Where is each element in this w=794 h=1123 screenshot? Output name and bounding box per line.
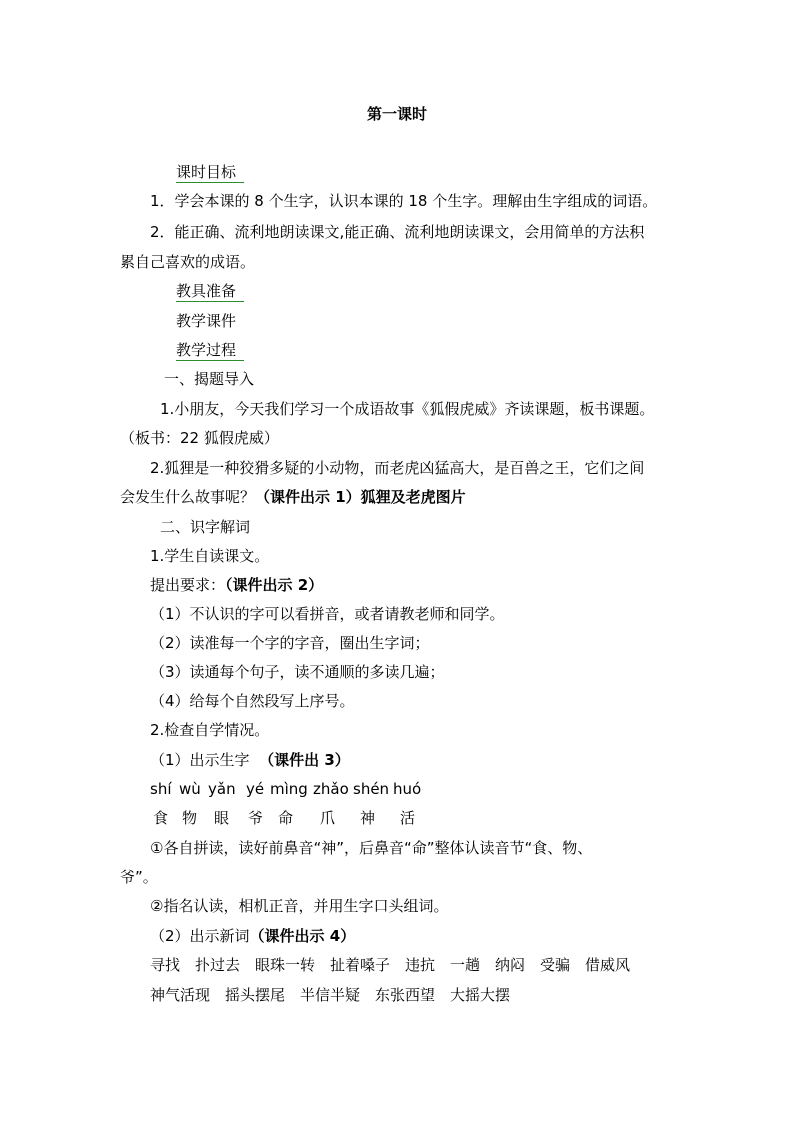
step-2-1: 1.学生自读课文。 [150, 547, 270, 565]
show-chars-label: （1）出示生字 [150, 751, 250, 769]
show-words-line [150, 926, 355, 946]
pinyin-item: yǎn [208, 780, 236, 798]
step-1-2-line-1: 2.狐狸是一种狡猾多疑的小动物，而老虎凶猛高大，是百兽之王，它们之间 [150, 459, 645, 477]
show-words-label: （2）出示新词 [150, 927, 250, 945]
requirements-line [150, 575, 323, 595]
step-1-1-line-1: 1.小朋友，今天我们学习一个成语故事《狐假虎威》齐读课题，板书课题。 [160, 400, 655, 418]
section-1-heading: 一、揭题导入 [164, 370, 255, 388]
requirement-4: （4）给每个自然段写上序号。 [150, 692, 355, 710]
materials-heading-text: 教具准备 [176, 281, 244, 302]
page-title: 第一课时 [366, 105, 427, 123]
show-words-courseware-note: （课件出示 4） [249, 927, 356, 945]
character-item: 眼 [214, 809, 230, 827]
character-item: 活 [400, 809, 416, 827]
character-item: 爷 [248, 809, 264, 827]
process-heading [176, 340, 244, 361]
pinyin-item: huó [393, 780, 422, 798]
character-item: 神 [360, 809, 376, 827]
words-row-2: 神气活现 摇头摆尾 半信半疑 东张西望 大摇大摆 [150, 986, 511, 1004]
step-1-1-line-2: （板书：22 狐假虎威） [120, 429, 279, 447]
requirement-2: （2）读准每一个字的字音，圈出生字词； [150, 634, 430, 652]
character-item: 爪 [320, 809, 336, 827]
objective-2-line-2: 累自己喜欢的成语。 [120, 253, 256, 271]
step-1-2-courseware-note: （课件出示 1）狐狸及老虎图片 [255, 488, 466, 506]
process-heading-text: 教学过程 [176, 340, 244, 361]
character-item: 食 [153, 809, 169, 827]
character-item: 物 [182, 809, 198, 827]
requirement-1: （1）不认识的字可以看拼音，或者请教老师和同学。 [150, 605, 505, 623]
show-chars-line [150, 750, 350, 770]
materials-heading [176, 281, 244, 302]
pinyin-item: zhǎo [313, 780, 349, 798]
objectives-heading-text: 课时目标 [176, 162, 244, 183]
objective-1: 1．学会本课的 8 个生字，认识本课的 18 个生字。理解由生字组成的词语。 [150, 192, 658, 210]
pinyin-item: shí [150, 780, 172, 798]
requirement-3: （3）读通每个句子，读不通顺的多读几遍； [150, 663, 445, 681]
requirements-courseware-note: （课件出示 2） [225, 576, 324, 594]
note-1-line-2: 爷”。 [120, 868, 158, 886]
step-1-2-question: 会发生什么故事呢？ [120, 488, 256, 506]
show-chars-courseware-note: （课件出 3） [259, 751, 350, 769]
section-2-heading: 二、识字解词 [160, 518, 251, 536]
step-1-2-line-2 [120, 487, 466, 507]
requirements-label: 提出要求： [150, 576, 226, 594]
pinyin-item: wù [179, 780, 201, 798]
note-2: ②指名认读，相机正音，并用生字口头组词。 [150, 897, 449, 915]
words-row-1: 寻找 扑过去 眼珠一转 扯着嗓子 违抗 一趟 纳闷 受骗 借威风 [150, 956, 631, 974]
pinyin-item: mìng [270, 780, 308, 798]
character-item: 命 [278, 809, 294, 827]
materials-item: 教学课件 [176, 312, 237, 330]
pinyin-item: yé [246, 780, 265, 798]
note-1-line-1: ①各自拼读，读好前鼻音“神”，后鼻音“命”整体认读音节“食、物、 [150, 839, 593, 857]
step-2-2: 2.检查自学情况。 [150, 721, 270, 739]
objectives-heading [176, 162, 244, 183]
pinyin-item: shén [353, 780, 390, 798]
objective-2-line-1: 2．能正确、流利地朗读课文,能正确、流利地朗读课文，会用简单的方法积 [150, 223, 645, 241]
